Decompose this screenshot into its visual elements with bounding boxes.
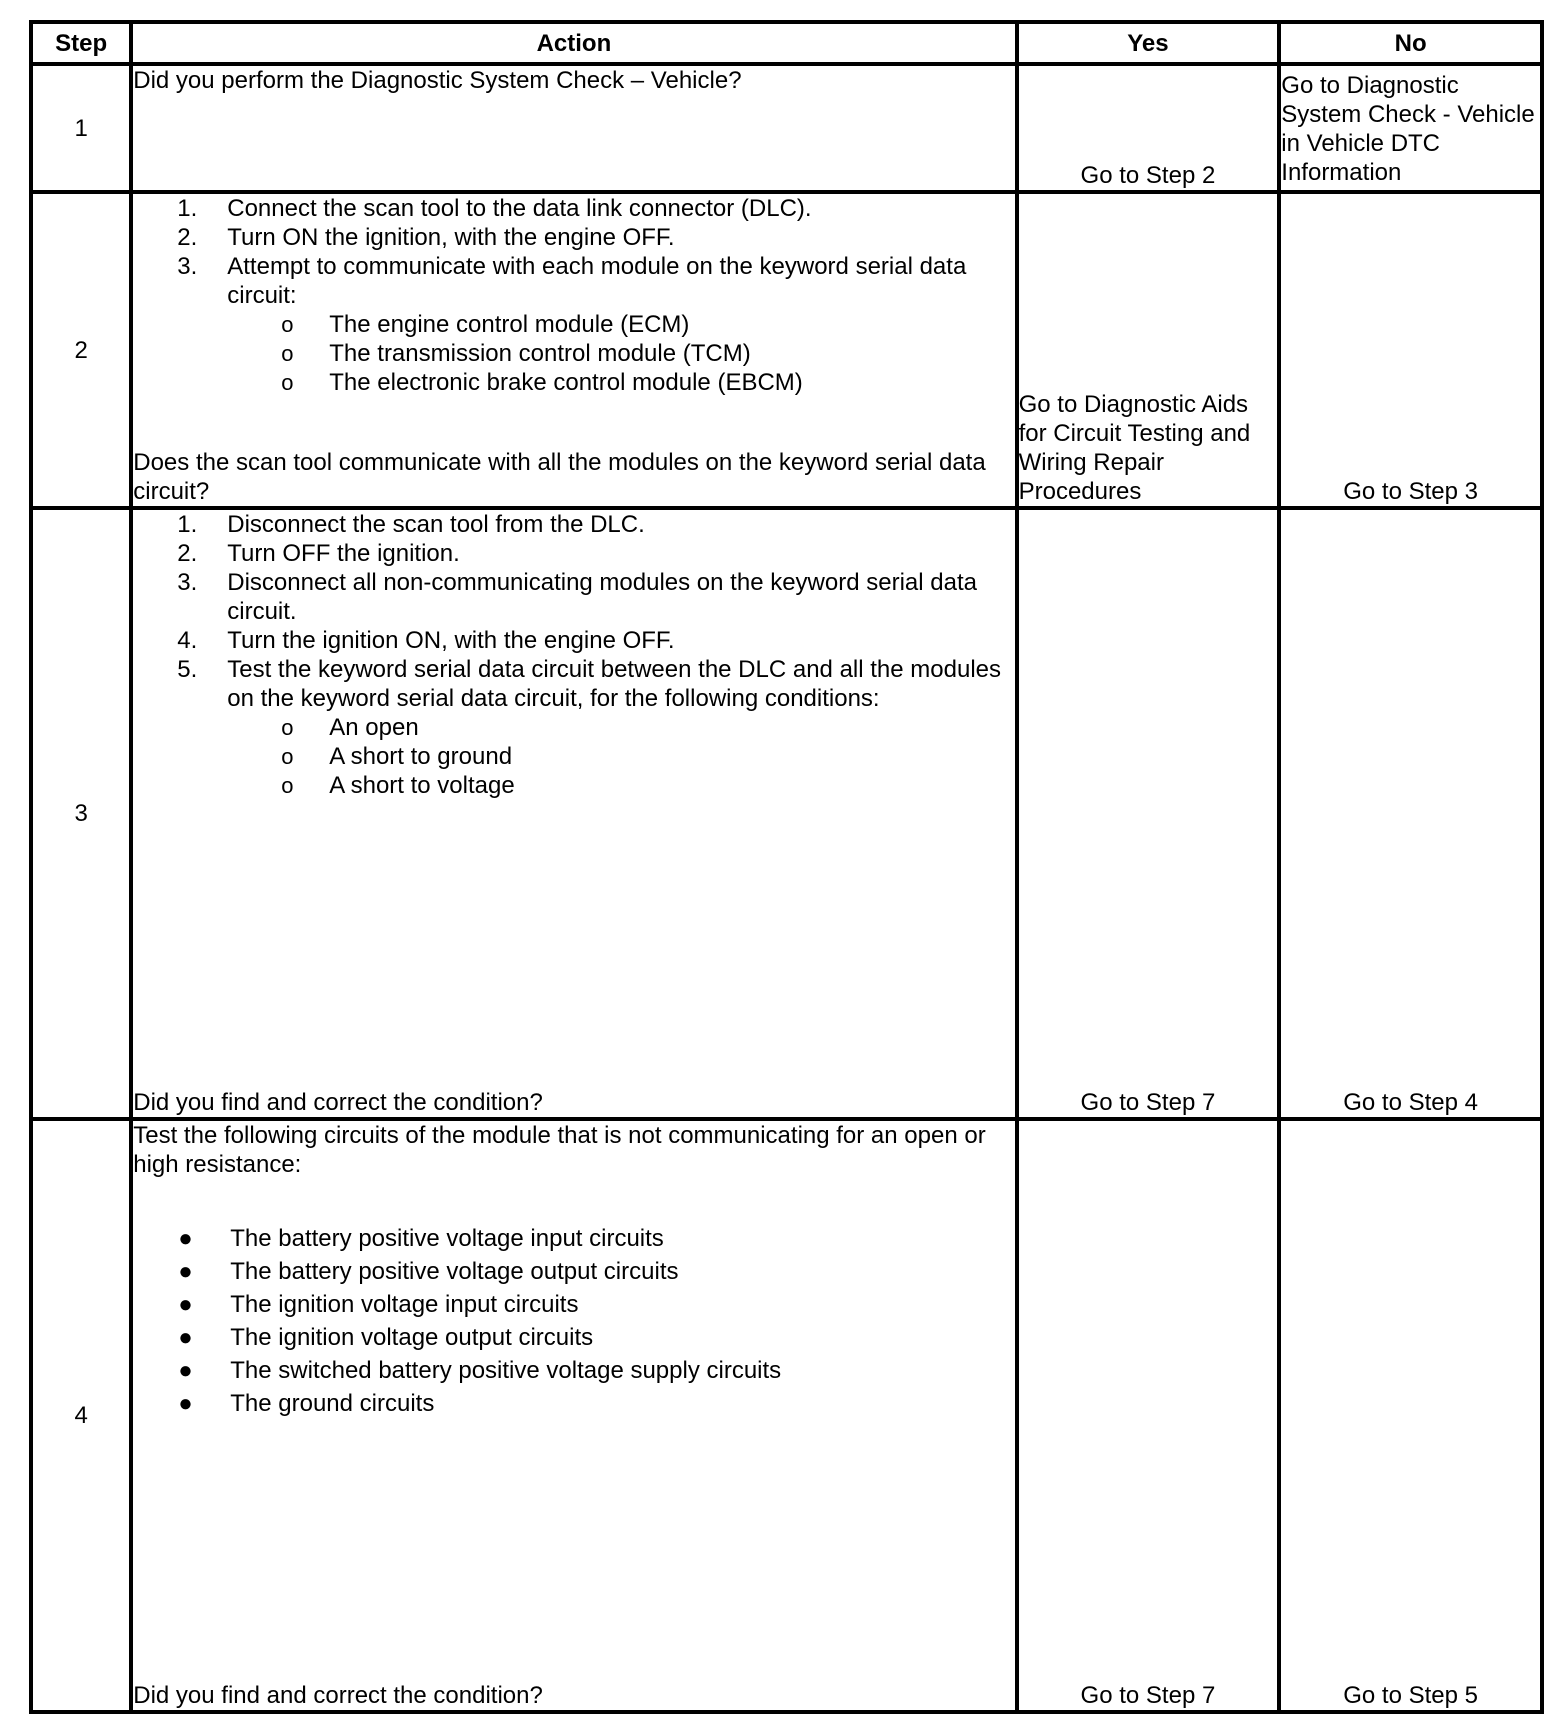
list-item: ● The ignition voltage output circuits — [133, 1321, 1014, 1354]
sub-list-item: o A short to voltage — [281, 772, 515, 799]
circle-bullet-icon: o — [281, 312, 294, 337]
bullet-icon: ● — [178, 1324, 193, 1351]
step-number: 4 — [31, 1119, 131, 1712]
no-result: Go to Diagnostic System Check - Vehicle in Vehicle DTC Information — [1279, 64, 1542, 192]
list-item: 5. Test the keyword serial data circuit between the DLC and all the modules on the keyword serial data circuit, for the following conditions: — [177, 656, 1001, 712]
list-item: 4. Turn the ignition ON, with the engine OFF. — [177, 627, 675, 654]
list-item: 3. Attempt to communicate with each module on the keyword serial data circuit: — [177, 253, 967, 309]
sub-list-item: o The transmission control module (TCM) — [281, 340, 751, 367]
circle-bullet-icon: o — [281, 773, 294, 798]
sub-list-item: o A short to ground — [281, 743, 513, 770]
action-question: Did you find and correct the condition? — [133, 1089, 543, 1116]
circle-bullet-icon: o — [281, 715, 294, 740]
action-intro: Test the following circuits of the module that is not communicating for an open or high resistance: — [133, 1122, 986, 1178]
header-yes: Yes — [1017, 22, 1280, 64]
list-item: ● The switched battery positive voltage supply circuits — [133, 1354, 1014, 1387]
action-cell — [131, 192, 1016, 508]
diagnostic-table-page — [29, 20, 1544, 1714]
sub-list-item: o The electronic brake control module (EBCM) — [281, 369, 803, 396]
list-item: ● The ignition voltage input circuits — [133, 1288, 1014, 1321]
bullet-icon: ● — [178, 1291, 193, 1318]
action-cell — [131, 1119, 1016, 1712]
table-row-step-2 — [31, 192, 1542, 508]
list-item: 2. Turn OFF the ignition. — [177, 540, 460, 567]
list-item: 1. Connect the scan tool to the data link connector (DLC). — [177, 195, 812, 222]
step-number: 1 — [31, 64, 131, 192]
circle-bullet-icon: o — [281, 370, 294, 395]
diagnostic-table — [29, 20, 1544, 1714]
yes-result: Go to Diagnostic Aids for Circuit Testing and Wiring Repair Procedures — [1017, 192, 1280, 508]
yes-result: Go to Step 2 — [1017, 64, 1280, 192]
sub-list-item: o The engine control module (ECM) — [281, 311, 690, 338]
table-row-step-1 — [31, 64, 1542, 192]
action-question: Did you find and correct the condition? — [133, 1682, 543, 1709]
header-row — [31, 22, 1542, 64]
action-question: Did you perform the Diagnostic System Check – Vehicle? — [133, 67, 742, 94]
step-number: 2 — [31, 192, 131, 508]
action-cell — [131, 64, 1016, 192]
no-result: Go to Step 4 — [1279, 508, 1542, 1119]
bullet-icon: ● — [178, 1258, 193, 1285]
list-item: ● The ground circuits — [133, 1387, 1014, 1420]
circle-bullet-icon: o — [281, 744, 294, 769]
action-cell — [131, 508, 1016, 1119]
no-result: Go to Step 3 — [1279, 192, 1542, 508]
step-number: 3 — [31, 508, 131, 1119]
circle-bullet-icon: o — [281, 341, 294, 366]
table-row-step-3 — [31, 508, 1542, 1119]
header-step: Step — [31, 22, 131, 64]
action-question: Does the scan tool communicate with all the modules on the keyword serial data circuit? — [133, 449, 986, 505]
list-item: 3. Disconnect all non-communicating modules on the keyword serial data circuit. — [177, 569, 977, 625]
header-no: No — [1279, 22, 1542, 64]
table-row-step-4 — [31, 1119, 1542, 1712]
header-action: Action — [131, 22, 1016, 64]
bullet-icon: ● — [178, 1357, 193, 1384]
sub-list-item: o An open — [281, 714, 419, 741]
yes-result: Go to Step 7 — [1017, 508, 1280, 1119]
list-item: 2. Turn ON the ignition, with the engine OFF. — [177, 224, 675, 251]
list-item: 1. Disconnect the scan tool from the DLC. — [177, 511, 645, 538]
list-item: ● The battery positive voltage output circuits — [133, 1255, 1014, 1288]
bullet-icon: ● — [178, 1225, 193, 1252]
no-result: Go to Step 5 — [1279, 1119, 1542, 1712]
yes-result: Go to Step 7 — [1017, 1119, 1280, 1712]
bullet-icon: ● — [178, 1390, 193, 1417]
list-item: ● The battery positive voltage input circuits — [133, 1222, 1014, 1255]
